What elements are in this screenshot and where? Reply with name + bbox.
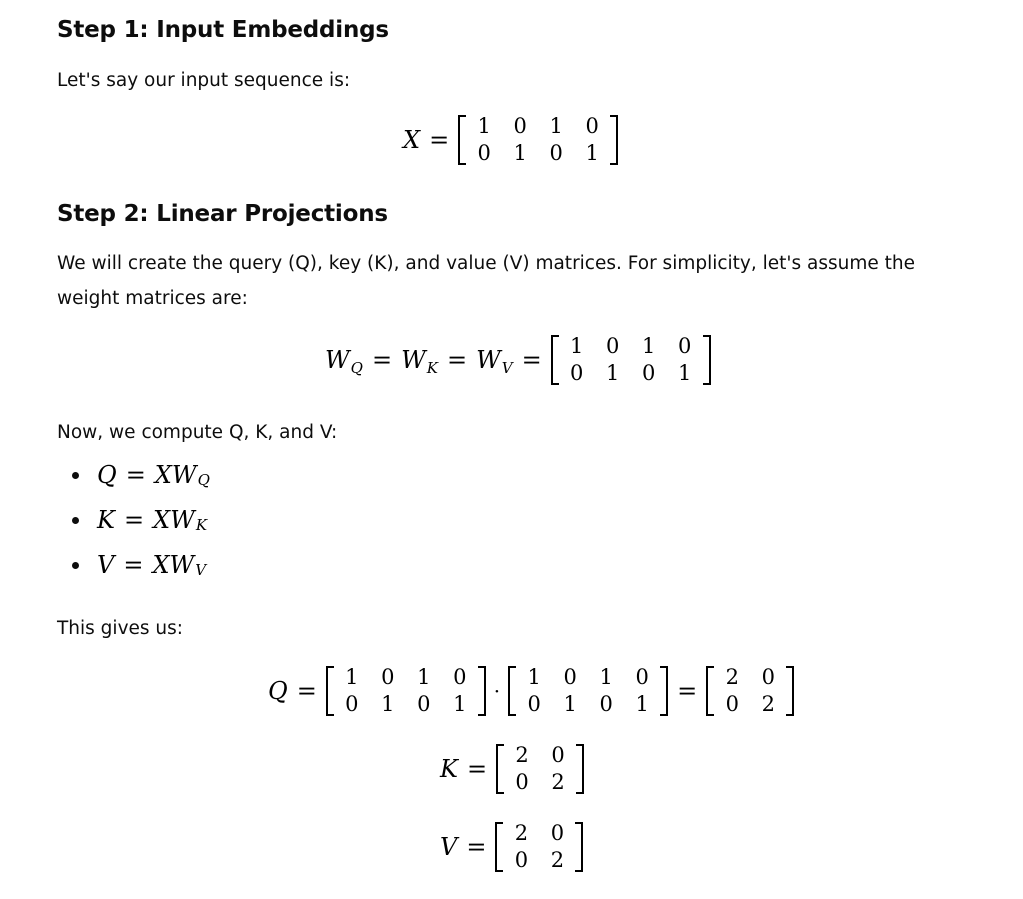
step1-heading: Step 1: Input Embeddings xyxy=(57,17,389,43)
matrix-cell: 1 xyxy=(345,665,359,689)
matrix-cell: 1 xyxy=(513,141,527,165)
matrix-cell: 0 xyxy=(453,665,467,689)
matrix-cell: 2 xyxy=(725,665,739,689)
matrix-cell: 0 xyxy=(563,665,577,689)
matrix-cell: 0 xyxy=(381,665,395,689)
matrix-cell: 1 xyxy=(606,361,620,385)
compute-text: Now, we compute Q, K, and V: xyxy=(57,422,338,443)
matrix-cell: 1 xyxy=(570,334,584,358)
matrix-cell: 0 xyxy=(678,334,692,358)
matrix-k xyxy=(496,743,584,795)
matrix-cell: 2 xyxy=(514,821,529,845)
matrix-cell: 0 xyxy=(725,692,739,716)
k-symbol: K xyxy=(440,755,458,783)
equals-sign: = xyxy=(429,126,450,154)
step2-heading: Step 2: Linear Projections xyxy=(57,201,388,227)
equation-weights: $W_Q$ = $W_K$ = $W_V$ = 1 0 1 0 0 1 0 1 xyxy=(325,334,711,386)
bullet-icon xyxy=(72,472,79,479)
matrix-cell: 0 xyxy=(635,665,649,689)
q-symbol: Q xyxy=(268,677,288,705)
matrix-cell: 2 xyxy=(515,743,529,767)
matrix-q-result xyxy=(706,665,794,717)
matrix-cell: 1 xyxy=(549,114,563,138)
step1-intro: Let's say our input sequence is: xyxy=(57,70,351,91)
matrix-w xyxy=(551,334,711,386)
matrix-cell: 1 xyxy=(599,665,613,689)
matrix-cell: 2 xyxy=(551,770,565,794)
bullet-icon xyxy=(72,562,79,569)
dot-operator: · xyxy=(493,679,501,703)
matrix-cell: 1 xyxy=(678,361,692,385)
matrix-cell: 0 xyxy=(513,114,527,138)
matrix-cell: 0 xyxy=(527,692,541,716)
matrix-cell: 0 xyxy=(417,692,431,716)
matrix-cell: 0 xyxy=(642,361,656,385)
list-item: Q = X W Q xyxy=(57,461,210,489)
matrix-cell: 0 xyxy=(345,692,359,716)
wq-symbol: $W_Q$ xyxy=(325,346,363,377)
matrix-cell: 0 xyxy=(606,334,620,358)
step2-intro: We will create the query (Q), key (K), and value (V) matrices. For simplicity, let's assume the weight matrices are: xyxy=(57,253,916,309)
matrix-cell: 1 xyxy=(453,692,467,716)
matrix-cell: 2 xyxy=(550,848,565,872)
matrix-cell: 0 xyxy=(477,141,491,165)
equation-v: V = 2 0 0 2 xyxy=(440,821,583,873)
equation-k: K = 2 0 0 2 xyxy=(440,743,584,795)
wv-symbol: $W_V$ xyxy=(476,346,513,377)
equation-q: Q = 1 0 1 0 0 1 0 1 · 1 0 1 0 0 1 0 1 = 2 0 0 2 xyxy=(268,665,794,717)
gives-text: This gives us: xyxy=(57,618,184,639)
matrix-cell: 1 xyxy=(381,692,395,716)
matrix-cell: 1 xyxy=(527,665,541,689)
matrix-cell: 1 xyxy=(635,692,649,716)
matrix-cell: 0 xyxy=(761,665,775,689)
matrix-x xyxy=(458,114,618,166)
x-symbol: X xyxy=(403,126,421,154)
matrix-cell: 2 xyxy=(761,692,775,716)
matrix-q-right xyxy=(508,665,668,717)
matrix-cell: 0 xyxy=(550,821,565,845)
v-symbol: V xyxy=(440,833,458,861)
list-item: K = X W K xyxy=(57,506,207,534)
matrix-cell: 0 xyxy=(514,848,529,872)
matrix-cell: 0 xyxy=(599,692,613,716)
matrix-cell: 1 xyxy=(642,334,656,358)
list-item: V = X W V xyxy=(57,551,206,579)
matrix-cell: 1 xyxy=(417,665,431,689)
matrix-cell: 0 xyxy=(551,743,565,767)
matrix-cell: 1 xyxy=(585,141,599,165)
matrix-q-left xyxy=(326,665,486,717)
matrix-cell: 0 xyxy=(515,770,529,794)
bullet-icon xyxy=(72,517,79,524)
matrix-cell: 0 xyxy=(570,361,584,385)
matrix-v xyxy=(495,821,583,873)
matrix-cell: 1 xyxy=(477,114,491,138)
equation-x xyxy=(403,114,618,166)
matrix-cell: 0 xyxy=(585,114,599,138)
matrix-cell: 1 xyxy=(563,692,577,716)
matrix-cell: 0 xyxy=(549,141,563,165)
wk-symbol: $W_K$ xyxy=(401,346,438,377)
